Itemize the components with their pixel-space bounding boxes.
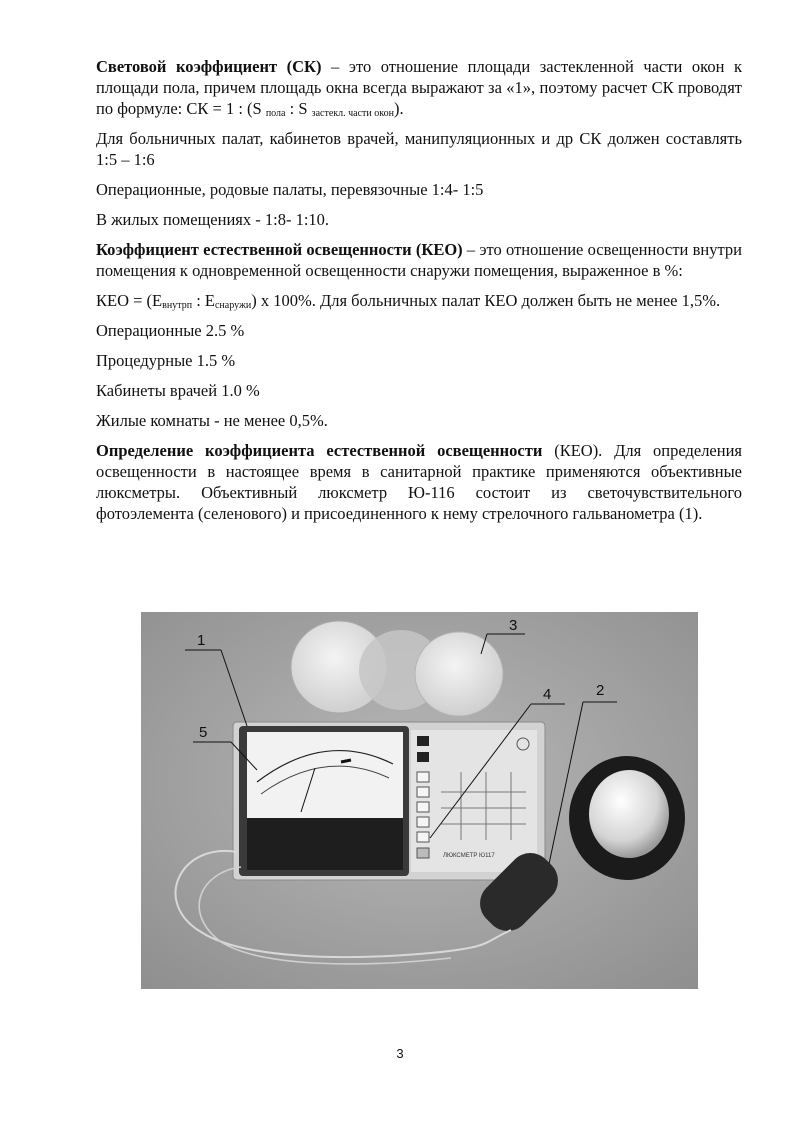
paragraph-living: В жилых помещениях - 1:8- 1:10.	[96, 210, 330, 229]
luxmeter-photo	[141, 612, 698, 989]
paragraph-op-rooms: Операционные 2.5 %	[96, 321, 245, 340]
callout-5: 5	[199, 724, 208, 741]
paragraph-hospital: Для больничных палат, кабинетов врачей, манипуляционных и др СК должен составлять 1:5 – 1:6	[96, 129, 742, 169]
paragraph-proc-rooms: Процедурные 1.5 %	[96, 351, 236, 370]
term-keo: Коэффициент естественной освещенности (КЕО)	[96, 240, 463, 259]
photocell-sensor	[589, 770, 669, 858]
control-panel	[411, 730, 537, 872]
paragraph-doctor-rooms: Кабинеты врачей 1.0 %	[96, 381, 260, 400]
callout-2: 2	[596, 682, 605, 699]
callout-1: 1	[197, 632, 206, 649]
paragraph-formula: КЕО = ($Е_{внутрп}$ : $Е_{снаружи}$) х 100%. Для больничных палат КЕО должен быть не менее 1,5%.	[96, 291, 721, 311]
page-number: 3	[396, 1046, 404, 1061]
device-label: ЛЮКСМЕТР Ю117	[443, 853, 495, 859]
paragraph-keo: Коэффициент естественной освещенности (КЕО) – это отношение освещенности внутри помещения к одновременной освещенности снаружи помещения, выраженное в %:	[96, 240, 742, 280]
callout-3: 3	[509, 617, 518, 634]
paragraph-operating: Операционные, родовые палаты, перевязочные 1:4- 1:5	[96, 180, 484, 199]
paragraph-living-rooms: Жилые комнаты - не менее 0,5%.	[96, 411, 328, 430]
document-body	[96, 56, 742, 533]
filter-disc-3	[415, 632, 503, 716]
paragraph-sk: Световой коэффициент (СК) – это отношение площади застекленной части окон к площади пола, причем площадь окна всегда выражают за «1», поэтому расчет СК проводят по формуле: СК = 1 : (S $_{пола}$ : S $_{застекл. части окон}$).	[96, 57, 742, 119]
callout-4: 4	[543, 686, 552, 703]
term-sk: Световой коэффициент (СК)	[96, 57, 322, 76]
meter-dial	[247, 732, 403, 818]
term-definition: Определение коэффициента естественной освещенности	[96, 441, 543, 460]
paragraph-definition: Определение коэффициента естественной освещенности (КЕО). Для определения освещенности в настоящее время в санитарной практике применяются объективные люксметры. Объективный люксметр Ю-116 состоит из светочувствительного фотоэлемента (селенового) и присоединенного к нему стрелочного гальванометра (1).	[96, 441, 742, 523]
